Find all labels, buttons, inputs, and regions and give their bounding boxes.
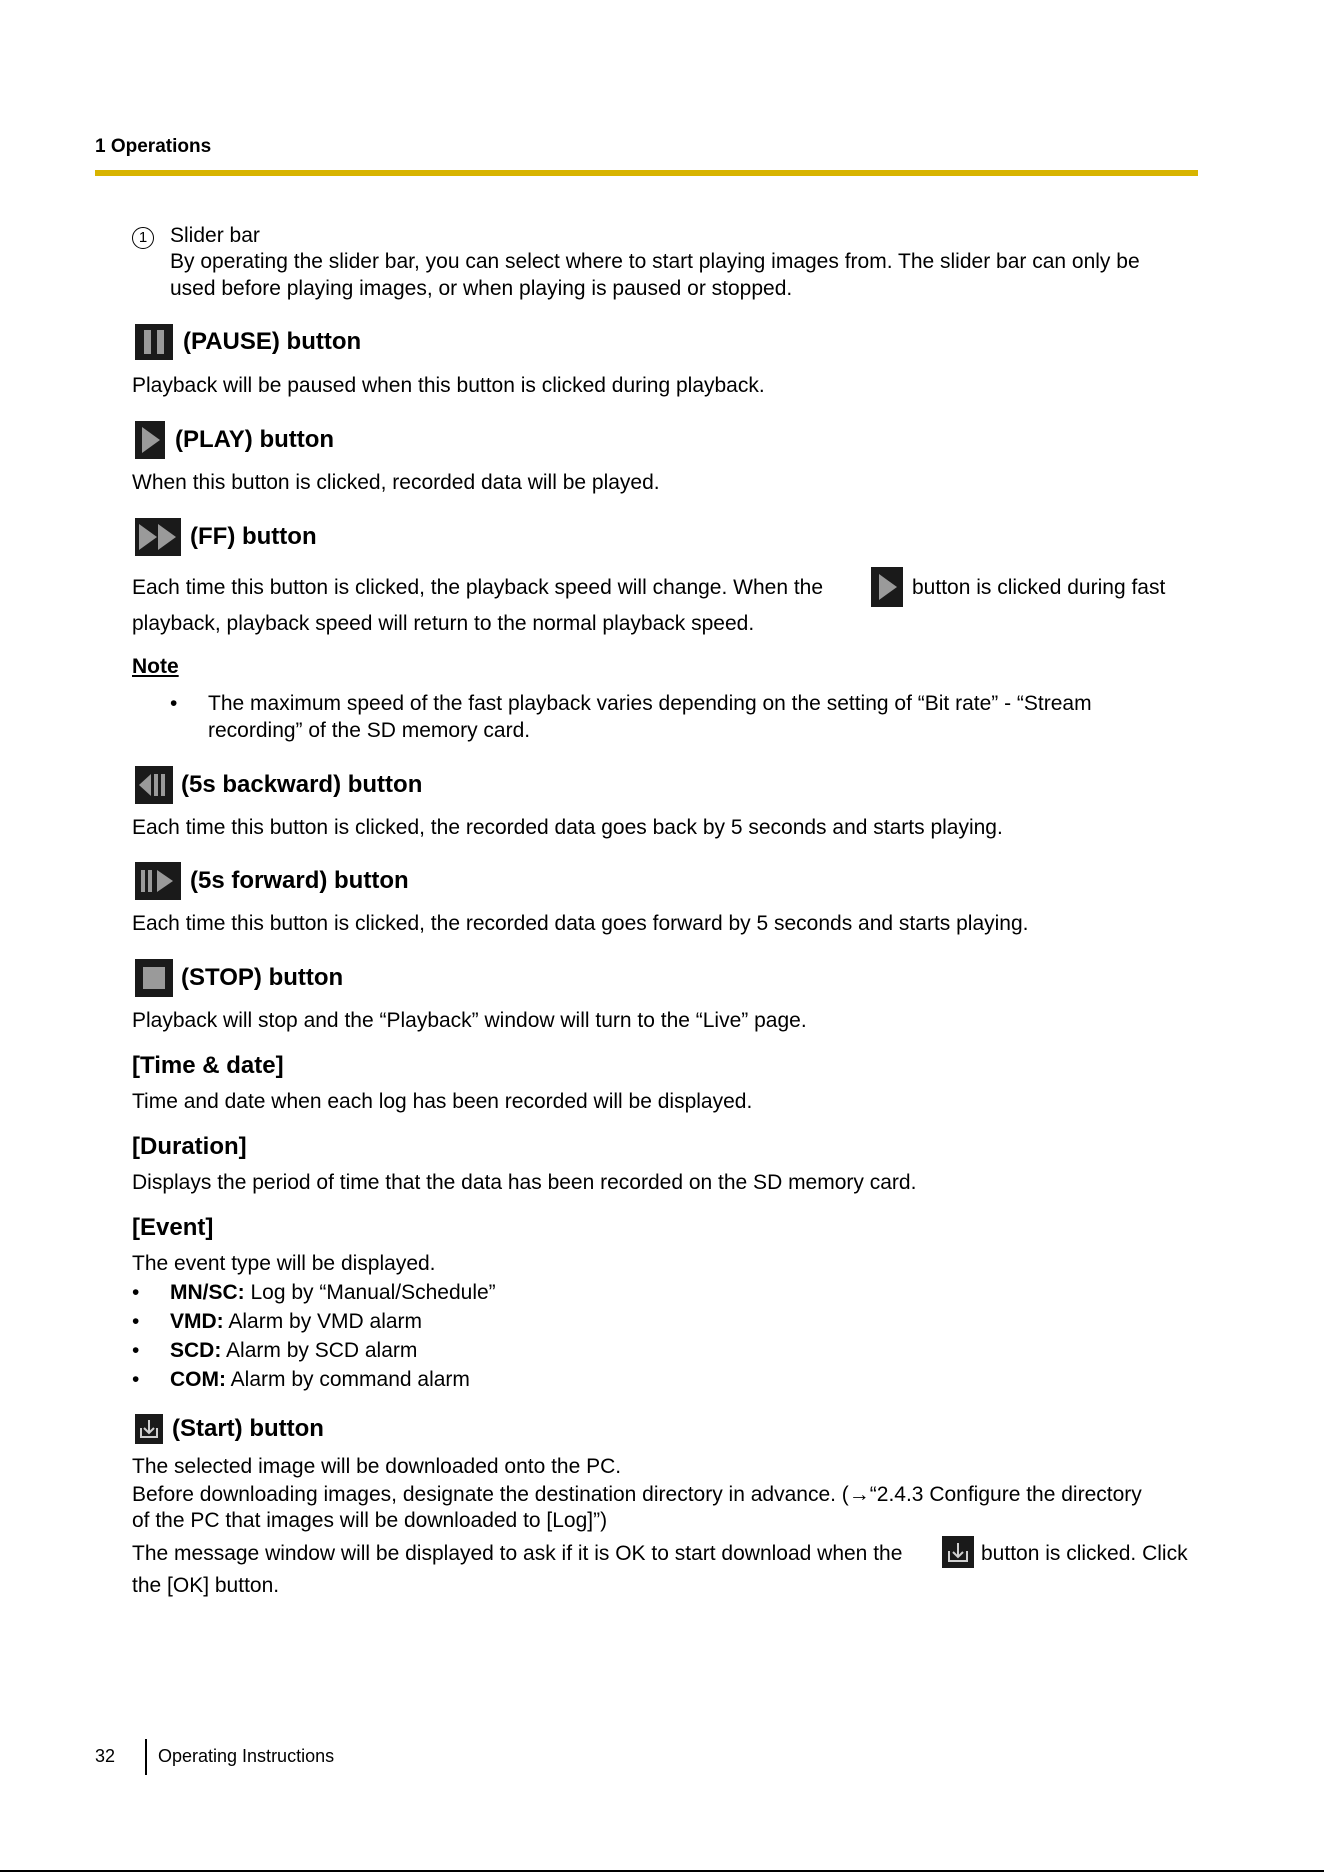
event-key: VMD: bbox=[170, 1310, 224, 1333]
download-icon bbox=[942, 1536, 974, 1568]
duration-heading: [Duration] bbox=[132, 1133, 247, 1160]
note-bullet: • bbox=[170, 692, 178, 715]
forward-5s-icon bbox=[135, 862, 181, 900]
ff-desc-line1b: button is clicked during fast bbox=[912, 576, 1166, 599]
duration-description: Displays the period of time that the data has been recorded on the SD memory card. bbox=[132, 1171, 917, 1194]
circled-number: 1 bbox=[132, 227, 154, 249]
event-desc: Alarm by command alarm bbox=[226, 1368, 470, 1391]
start-heading: (Start) button bbox=[172, 1415, 324, 1442]
pause-heading: (PAUSE) button bbox=[183, 328, 362, 355]
ff-desc-line1a: Each time this button is clicked, the playback speed will change. When the bbox=[132, 576, 824, 599]
header-rule bbox=[95, 170, 1198, 176]
play-description: When this button is clicked, recorded data will be played. bbox=[132, 471, 660, 494]
fwd5-description: Each time this button is clicked, the recorded data goes forward by 5 seconds and starts playing. bbox=[132, 912, 1029, 935]
event-item-com bbox=[170, 1366, 470, 1393]
pause-icon bbox=[135, 324, 173, 360]
event-item-vmd bbox=[170, 1308, 422, 1335]
back5-description: Each time this button is clicked, the recorded data goes back by 5 seconds and starts playing. bbox=[132, 816, 1003, 839]
play-icon bbox=[135, 421, 165, 459]
event-key: COM: bbox=[170, 1368, 226, 1391]
footer-divider bbox=[145, 1739, 147, 1775]
event-desc: Alarm by SCD alarm bbox=[221, 1339, 418, 1362]
ff-desc-line2: playback, playback speed will return to the normal playback speed. bbox=[132, 612, 755, 635]
footer-title: Operating Instructions bbox=[158, 1746, 335, 1766]
event-bullet: • bbox=[132, 1339, 140, 1362]
event-item-mnsc bbox=[170, 1279, 496, 1306]
slider-title: Slider bar bbox=[170, 224, 260, 247]
fast-forward-icon bbox=[135, 518, 181, 556]
slider-marker bbox=[132, 222, 154, 249]
timedate-description: Time and date when each log has been recorded will be displayed. bbox=[132, 1090, 753, 1113]
download-icon bbox=[135, 1414, 163, 1444]
back5-heading: (5s backward) button bbox=[181, 771, 423, 798]
start-line2: Before downloading images, designate the destination directory in advance. (→“2.4.3 Configure the directory bbox=[132, 1483, 1142, 1506]
start-line3: of the PC that images will be downloaded to [Log]”) bbox=[132, 1509, 608, 1532]
note-line1: The maximum speed of the fast playback varies depending on the setting of “Bit rate” - “Stream bbox=[208, 692, 1092, 715]
start-line1: The selected image will be downloaded onto the PC. bbox=[132, 1455, 622, 1478]
stop-heading: (STOP) button bbox=[181, 964, 344, 991]
start-line4a: The message window will be displayed to ask if it is OK to start download when the bbox=[132, 1542, 903, 1565]
event-key: SCD: bbox=[170, 1339, 222, 1362]
start-line5: the [OK] button. bbox=[132, 1574, 280, 1597]
play-icon bbox=[871, 567, 903, 607]
event-desc: Log by “Manual/Schedule” bbox=[244, 1281, 496, 1304]
event-bullet: • bbox=[132, 1368, 140, 1391]
note-title: Note bbox=[132, 655, 179, 678]
event-key: MN/SC: bbox=[170, 1281, 245, 1304]
page-number: 32 bbox=[95, 1746, 116, 1766]
event-heading: [Event] bbox=[132, 1214, 214, 1241]
event-bullet: • bbox=[132, 1310, 140, 1333]
slider-desc-line1: By operating the slider bar, you can select where to start playing images from. The slider bar can only be bbox=[170, 250, 1140, 273]
pause-description: Playback will be paused when this button is clicked during playback. bbox=[132, 374, 765, 397]
event-bullet: • bbox=[132, 1281, 140, 1304]
ff-heading: (FF) button bbox=[190, 523, 317, 550]
stop-icon bbox=[135, 959, 173, 997]
chapter-heading: 1 Operations bbox=[95, 136, 212, 157]
note-line2: recording” of the SD memory card. bbox=[208, 719, 531, 742]
slider-desc-line2: used before playing images, or when playing is paused or stopped. bbox=[170, 277, 793, 300]
event-desc: Alarm by VMD alarm bbox=[223, 1310, 423, 1333]
event-description: The event type will be displayed. bbox=[132, 1252, 436, 1275]
rewind-5s-icon bbox=[135, 766, 173, 804]
timedate-heading: [Time & date] bbox=[132, 1052, 284, 1079]
start-line4b: button is clicked. Click bbox=[981, 1542, 1188, 1565]
fwd5-heading: (5s forward) button bbox=[190, 867, 409, 894]
stop-description: Playback will stop and the “Playback” window will turn to the “Live” page. bbox=[132, 1009, 807, 1032]
event-item-scd bbox=[170, 1337, 417, 1364]
play-heading: (PLAY) button bbox=[175, 426, 335, 453]
